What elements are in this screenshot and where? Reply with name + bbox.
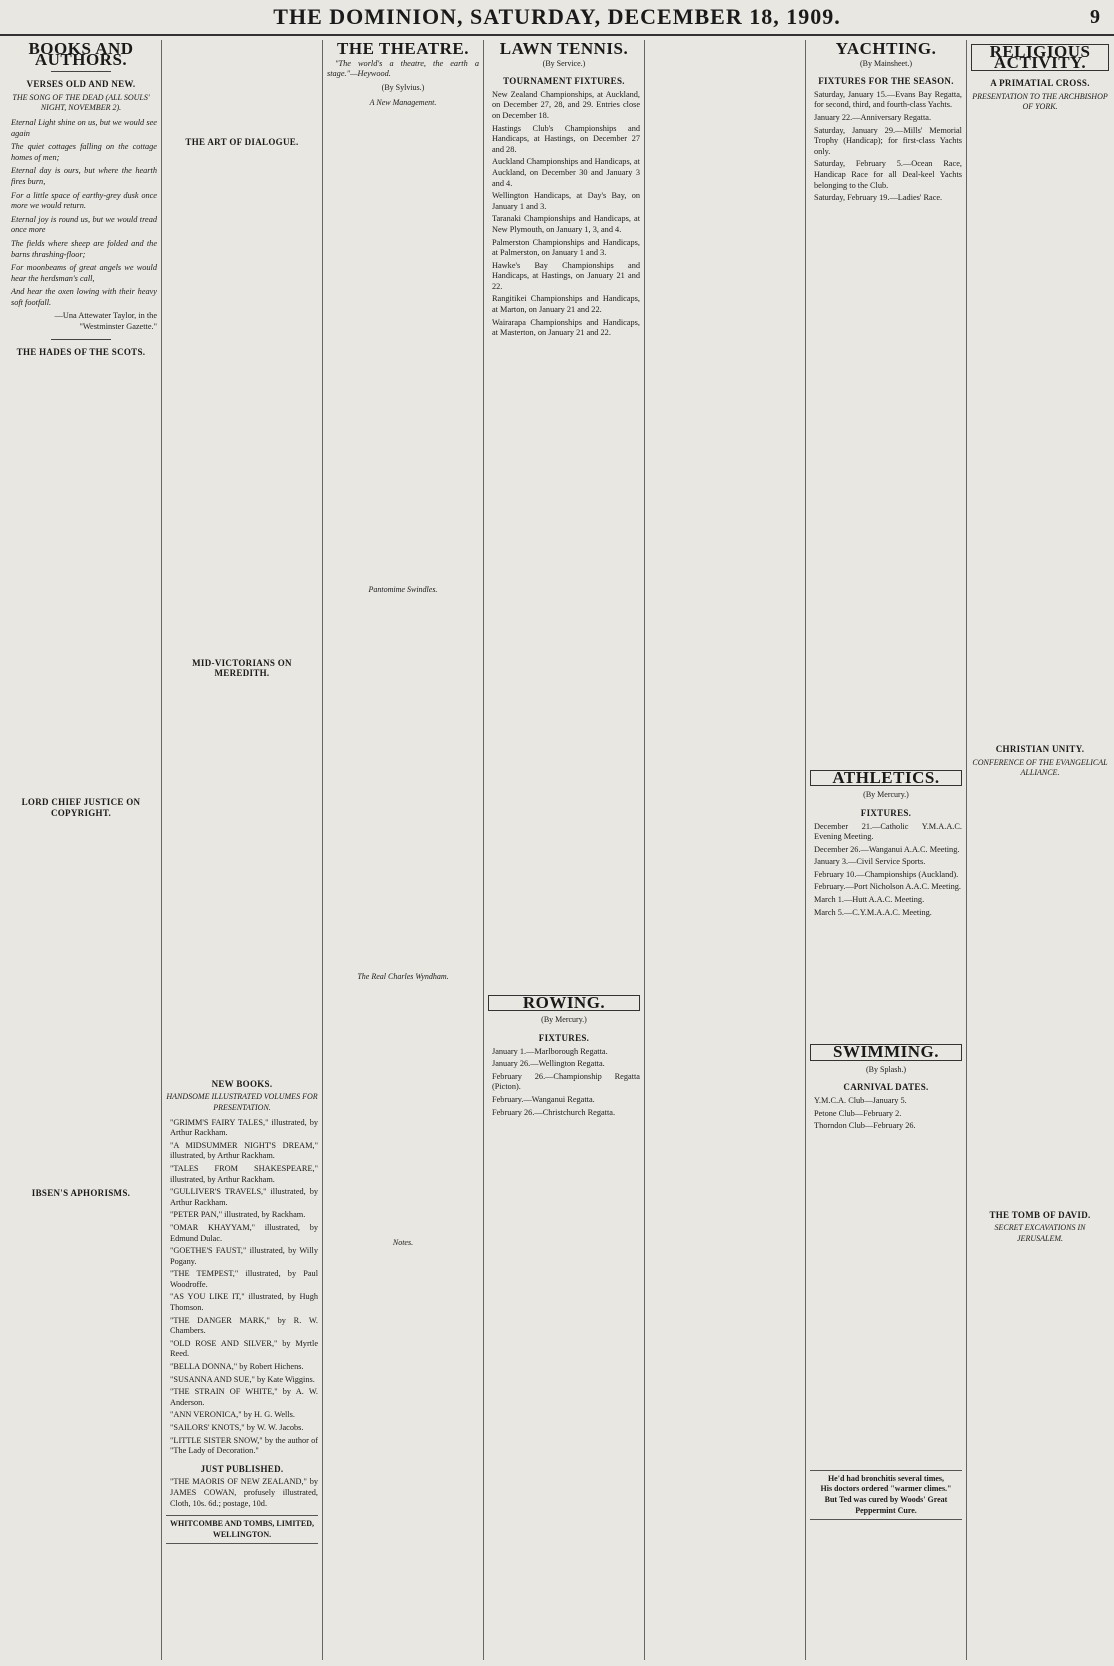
column-rule: [322, 40, 323, 1660]
article-body: [5, 360, 157, 790]
swimming-fixture: Thorndon Club—February 26.: [814, 1121, 916, 1131]
tennis-fixture: Wairarapa Championships and Handicaps, at Masterton, on January 21 and 22.: [492, 317, 640, 338]
athletics-byline: (By Mercury.): [863, 790, 909, 800]
subheading-secret-excavations: SECRET EXCAVATIONS IN JERUSALEM.: [994, 1223, 1086, 1243]
page-number: 9: [1090, 6, 1100, 28]
column-dialogue-books: [163, 40, 321, 1660]
book-item: "A MIDSUMMER NIGHT'S DREAM," illustrated, by Arthur Rackham.: [170, 1140, 318, 1161]
poem-line: For a little space of earthy-grey dusk once more we would return.: [11, 190, 157, 211]
article-body: [488, 1120, 640, 1520]
rowing-fixture: February 26.—Christchurch Regatta.: [492, 1107, 616, 1117]
masthead-title: THE DOMINION, SATURDAY, DECEMBER 18, 1909.: [273, 4, 841, 29]
subheading-presentation: PRESENTATION TO THE ARCHBISHOP OF YORK.: [972, 91, 1108, 112]
rowing-fixture: January 1.—Marlborough Regatta.: [492, 1046, 608, 1056]
poem-title: THE SONG OF THE DEAD (ALL SOULS' NIGHT, NOVEMBER 2).: [12, 92, 150, 113]
subheading-pantomime: Pantomime Swindles.: [368, 584, 438, 594]
poem-line: The quiet cottages falling on the cottage homes of men;: [11, 142, 157, 162]
athletics-fixture: March 1.—Hutt A.A.C. Meeting.: [814, 895, 925, 905]
yachting-fixture: Saturday, January 29.—Mills' Memorial Trophy (Handicap); for first-class Yachts only.: [814, 125, 962, 156]
column-lawn-tennis: [485, 40, 643, 1660]
subheading-christian-unity: CHRISTIAN UNITY.: [995, 743, 1085, 754]
book-item: "PETER PAN," illustrated, by Rackham.: [170, 1210, 306, 1220]
athletics-fixture: February 10.—Championships (Auckland).: [814, 869, 959, 879]
rowing-byline: (By Mercury.): [541, 1015, 587, 1025]
book-item: "OMAR KHAYYAM," illustrated, by Edmund Dulac.: [170, 1222, 318, 1243]
book-item: "GULLIVER'S TRAVELS," illustrated, by Arthur Rackham.: [170, 1187, 318, 1207]
subheading-season-fixtures: FIXTURES FOR THE SEASON.: [818, 76, 954, 87]
subheading-new-management: A New Management.: [369, 98, 437, 108]
subheading-art-of-dialogue: THE ART OF DIALOGUE.: [185, 137, 299, 147]
column-rule: [966, 40, 967, 1660]
subheading-rowing-fixtures: FIXTURES.: [538, 1033, 590, 1044]
book-item: "SUSANNA AND SUE," by Kate Wiggins.: [170, 1374, 315, 1384]
column-yachting: [807, 40, 965, 1660]
yachting-fixture: Saturday, January 15.—Evans Bay Regatta, for second, third, and fourth-class Yachts.: [814, 89, 962, 110]
tennis-fixture: Palmerston Championships and Handicaps, at Palmerston, on January 1 and 3.: [492, 237, 640, 258]
advertisement: [810, 1470, 962, 1520]
rowing-fixture: February 26.—Championship Regatta (Picton).: [492, 1071, 640, 1092]
athletics-fixture: March 5.—C.Y.M.A.A.C. Meeting.: [814, 907, 932, 917]
masthead: [0, 0, 1114, 36]
subheading-primatial-cross: A PRIMATIAL CROSS.: [990, 78, 1090, 89]
lawn-tennis-byline: (By Service.): [542, 58, 586, 68]
article-body: [810, 206, 962, 766]
rowing-fixture: January 26.—Wellington Regatta.: [492, 1059, 605, 1069]
book-item: "THE STRAIN OF WHITE," by A. W. Anderson.: [170, 1387, 318, 1407]
section-heading-yachting: YACHTING.: [835, 40, 937, 58]
subheading-charles-wyndham: The Real Charles Wyndham.: [357, 971, 449, 981]
subheading-new-books: NEW BOOKS.: [211, 1078, 273, 1089]
subheading-verses: VERSES OLD AND NEW.: [26, 79, 136, 90]
divider: [51, 71, 112, 72]
subheading-hades-scots: THE HADES OF THE SCOTS.: [16, 346, 146, 357]
athletics-fixture: February.—Port Nicholson A.A.C. Meeting.: [814, 882, 961, 892]
column-rule: [483, 40, 484, 1660]
book-item: "THE TEMPEST," illustrated, by Paul Woodroffe.: [170, 1269, 318, 1289]
subheading-athletics-fixtures: FIXTURES.: [860, 807, 912, 818]
subheading-evangelical-alliance: CONFERENCE OF THE EVANGELICAL ALLIANCE.: [972, 757, 1108, 778]
subheading-mid-victorians: MID-VICTORIANS ON MEREDITH.: [192, 657, 292, 679]
divider: [51, 339, 112, 340]
yachting-fixture: January 22.—Anniversary Regatta.: [814, 112, 932, 122]
article-body: [810, 920, 962, 1040]
book-item: "OLD ROSE AND SILVER," by Myrtle Reed.: [170, 1338, 318, 1359]
section-heading-rowing: ROWING.: [488, 995, 640, 1012]
athletics-fixture: December 26.—Wanganui A.A.C. Meeting.: [814, 844, 960, 854]
column-rule: [161, 40, 162, 1660]
book-item: "ANN VERONICA," by H. G. Wells.: [170, 1410, 295, 1420]
subheading-just-published: JUST PUBLISHED.: [200, 1463, 284, 1474]
book-item: "LITTLE SISTER SNOW," by the author of "The Lady of Decoration.": [170, 1435, 318, 1456]
column-rowing-continued: [646, 40, 804, 1660]
article-body: [166, 151, 318, 651]
article-body: [327, 113, 479, 583]
article-body: [327, 986, 479, 1236]
subheading-notes: Notes.: [392, 1238, 414, 1248]
article-body: [971, 783, 1109, 1203]
article-body: [488, 341, 640, 991]
section-heading-lawn-tennis: LAWN TENNIS.: [499, 40, 629, 58]
column-rule: [644, 40, 645, 1660]
poem-line: And hear the oxen lowing with their heavy soft footfall.: [11, 287, 157, 307]
poem-credit: —Una Attewater Taylor, in the "Westminster Gazette.": [54, 311, 157, 332]
tennis-fixture: Auckland Championships and Handicaps, at Auckland, on December 30 and January 3 and 4.: [492, 157, 640, 188]
article-body: [327, 600, 479, 970]
yachting-byline: (By Mainsheet.): [860, 58, 912, 68]
book-item: "AS YOU LIKE IT," illustrated, by Hugh Thomson.: [170, 1292, 318, 1313]
section-heading-books: BOOKS AND AUTHORS.: [28, 40, 134, 69]
article-body: [5, 821, 157, 1181]
ad-line: He'd had bronchitis several times,: [827, 1473, 945, 1483]
section-heading-athletics: ATHLETICS.: [810, 770, 962, 787]
poem-line: Eternal joy is round us, but we would tread once more: [11, 214, 157, 235]
swimming-fixture: Petone Club—February 2.: [814, 1108, 902, 1118]
just-published-item: "THE MAORIS OF NEW ZEALAND," by JAMES COWAN, profusely illustrated, Cloth, 10s. 6d.; postage, 10d.: [170, 1477, 318, 1508]
tennis-fixture: Rangitikei Championships and Handicaps, at Marton, on January 21 and 22.: [492, 294, 640, 315]
article-body: [166, 40, 318, 130]
article-body: [971, 117, 1109, 737]
column-rule: [805, 40, 806, 1660]
poem-line: Eternal day is ours, but where the hearth fires burn,: [11, 166, 157, 186]
tennis-fixture: Hastings Club's Championships and Handicaps, at Hastings, on December 27 and 28.: [492, 123, 640, 154]
book-item: "BELLA DONNA," by Robert Hichens.: [170, 1362, 304, 1372]
book-item: "GOETHE'S FAUST," illustrated, by Willy Pogany.: [170, 1246, 318, 1266]
column-books-and-authors: [2, 40, 160, 1660]
tennis-fixture: Hawke's Bay Championships and Handicaps, at Hastings, on January 21 and 22.: [492, 260, 640, 291]
article-body: [166, 682, 318, 1072]
tennis-fixture: Taranaki Championships and Handicaps, at New Plymouth, on January 1, 3, and 4.: [492, 214, 640, 234]
article-body: [649, 40, 801, 1640]
subheading-illustrated-volumes: HANDSOME ILLUSTRATED VOLUMES FOR PRESENTATION.: [166, 1092, 318, 1112]
section-heading-swimming: SWIMMING.: [810, 1044, 962, 1061]
book-item: "TALES FROM SHAKESPEARE," illustrated, by Arthur Rackham.: [170, 1163, 318, 1184]
book-item: "SAILORS' KNOTS," by W. W. Jacobs.: [170, 1423, 304, 1432]
tennis-fixture: Wellington Handicaps, at Day's Bay, on January 1 and 3.: [492, 191, 640, 211]
athletics-fixture: December 21.—Catholic Y.M.A.A.C. Evening Meeting.: [814, 821, 962, 842]
article-body: [327, 1253, 479, 1553]
poem-line: For moonbeams of great angels we would hear the herdsman's call,: [11, 263, 157, 283]
tennis-fixture: New Zealand Championships, at Auckland, on December 27, 28, and 29. Entries close on December 18.: [492, 89, 640, 120]
swimming-fixture: Y.M.C.A. Club—January 5.: [814, 1096, 907, 1106]
subheading-carnival-dates: CARNIVAL DATES.: [843, 1082, 929, 1093]
theatre-quote: "The world's a theatre, the earth a stage."—Heywood.: [327, 58, 479, 79]
swimming-byline: (By Splash.): [866, 1064, 906, 1074]
book-item: "GRIMM'S FAIRY TALES," illustrated, by Arthur Rackham.: [170, 1117, 318, 1138]
rowing-fixture: February.—Wanganui Regatta.: [492, 1095, 595, 1104]
article-body: [810, 1134, 962, 1464]
poem-line: Eternal Light shine on us, but we would see again: [11, 117, 157, 138]
section-heading-religious: RELIGIOUS ACTIVITY.: [971, 44, 1109, 71]
subheading-ibsen: IBSEN'S APHORISMS.: [31, 1188, 131, 1199]
column-theatre: [324, 40, 482, 1660]
book-item: "THE DANGER MARK," by R. W. Chambers.: [170, 1315, 318, 1336]
ad-line: But Ted was cured by Woods' Great Peppermint Cure.: [824, 1495, 948, 1515]
athletics-fixture: January 3.—Civil Service Sports.: [814, 857, 926, 867]
subheading-tomb-of-david: THE TOMB OF DAVID.: [989, 1209, 1091, 1220]
section-heading-theatre: THE THEATRE.: [337, 40, 469, 58]
subheading-tournament-fixtures: TOURNAMENT FIXTURES.: [503, 76, 625, 87]
yachting-fixture: Saturday, February 19.—Ladies' Race.: [814, 193, 943, 203]
poem-line: The fields where sheep are folded and the barns thrashing-floor;: [11, 238, 157, 259]
theatre-byline: (By Sylvius.): [381, 82, 425, 92]
subheading-lord-chief-justice: LORD CHIEF JUSTICE ON COPYRIGHT.: [21, 797, 141, 818]
advertiser-name: WHITCOMBE AND TOMBS, LIMITED, WELLINGTON.: [166, 1515, 318, 1544]
column-religious-activity: [968, 40, 1112, 1660]
article-body: [971, 1249, 1109, 1629]
ad-line: His doctors ordered "warmer climes.": [820, 1484, 952, 1494]
yachting-fixture: Saturday, February 5.—Ocean Race, Handicap Race for all Deal-keel Yachts belonging to the Club.: [814, 159, 962, 190]
article-body: [5, 1202, 157, 1502]
